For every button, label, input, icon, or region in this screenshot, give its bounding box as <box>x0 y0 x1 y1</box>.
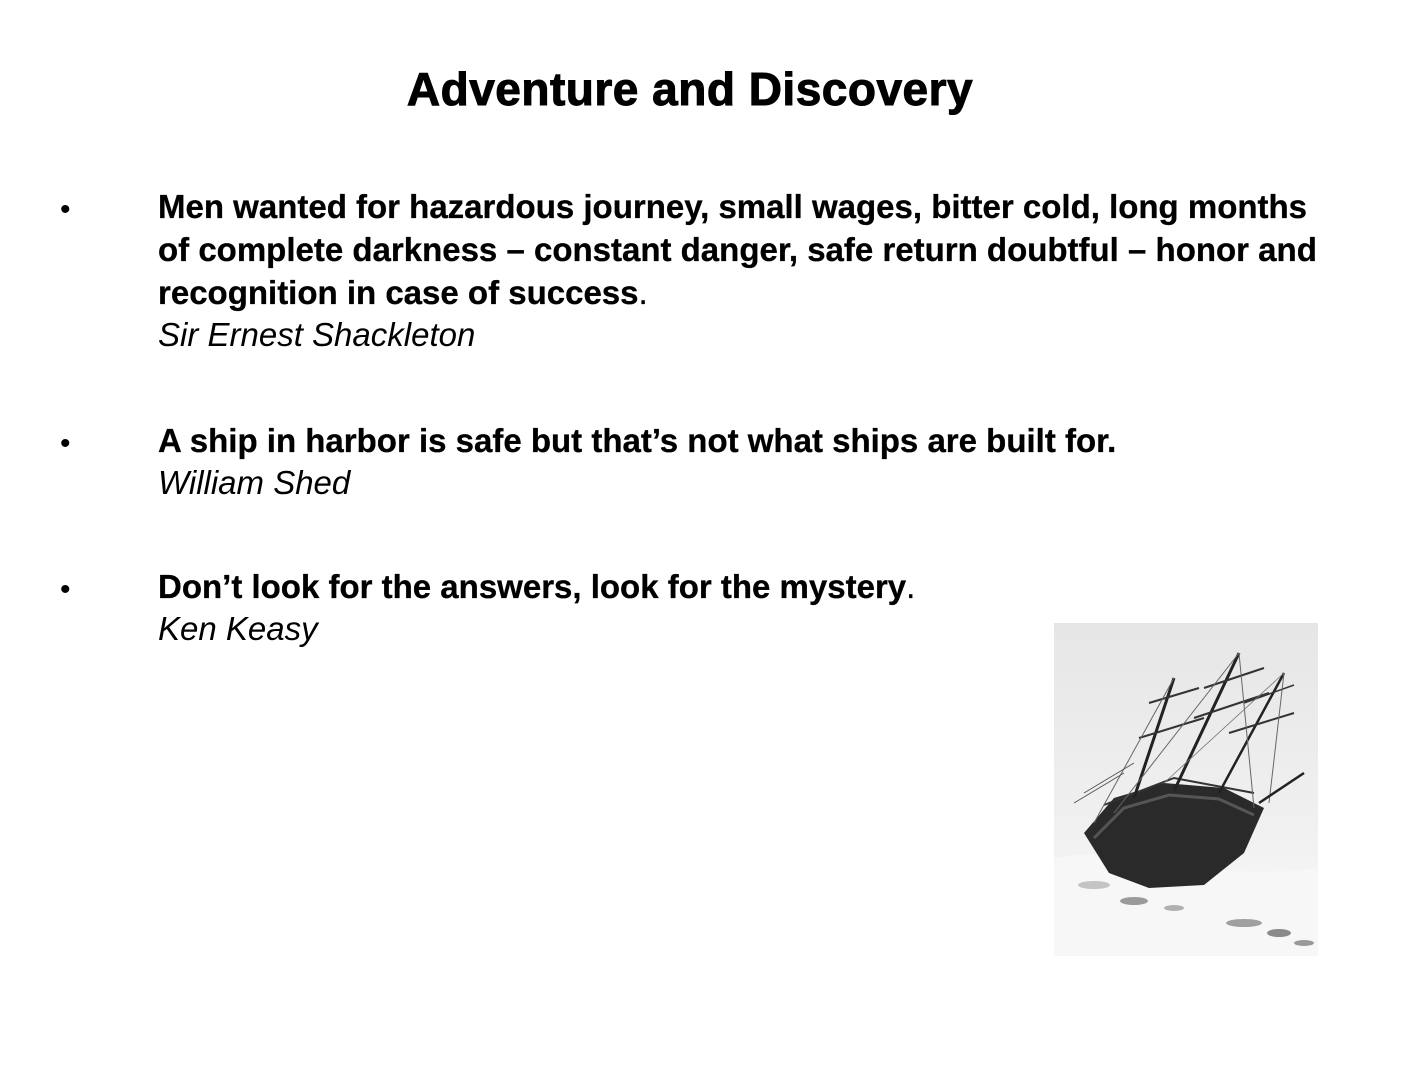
bullet-marker: • <box>60 573 71 606</box>
quote-item <box>158 185 1318 356</box>
quote-author: Sir Ernest Shackleton <box>158 316 476 353</box>
bullet-marker: • <box>60 427 71 460</box>
quote-author: William Shed <box>158 464 351 501</box>
ship-trapped-in-ice-photo <box>1054 623 1318 956</box>
ship-illustration <box>1054 623 1318 956</box>
bullet-marker: • <box>60 193 71 226</box>
quote-author: Ken Keasy <box>158 610 318 647</box>
quote-text: A ship in harbor is safe but that’s not what ships are built for. <box>158 422 1117 459</box>
quote-text: Don’t look for the answers, look for the mystery. <box>158 568 916 605</box>
quote-item <box>158 419 1318 504</box>
quote-text: Men wanted for hazardous journey, small wages, bitter cold, long months of complete darkness – constant danger, safe return doubtful – honor and recognition in case of success. <box>158 188 1317 311</box>
slide-title: Adventure and Discovery <box>406 63 974 115</box>
